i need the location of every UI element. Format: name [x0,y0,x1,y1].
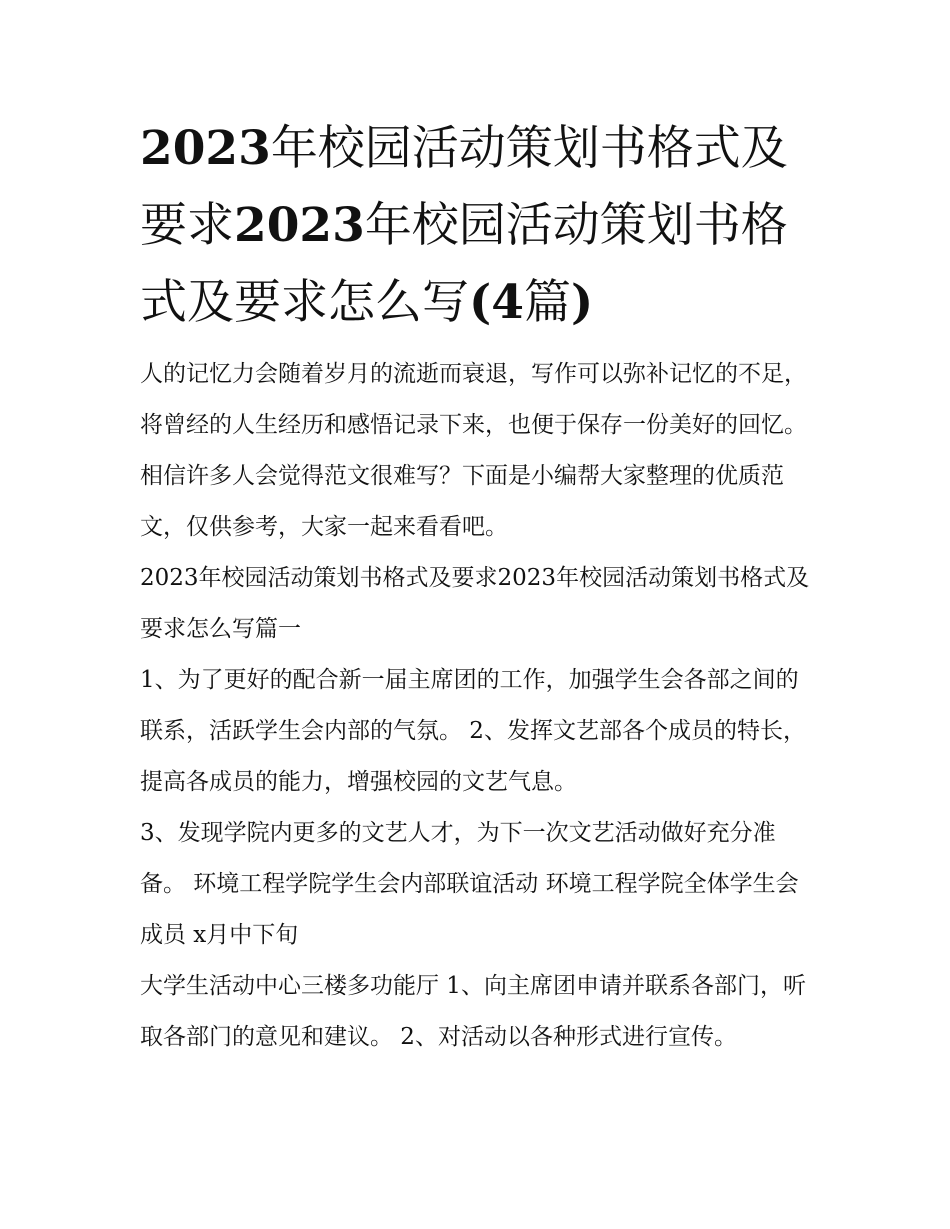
section-heading: 2023年校园活动策划书格式及要求2023年校园活动策划书格式及要求怎么写篇一 [140,565,810,642]
body-paragraph: 1、为了更好的配合新一届主席团的工作，加强学生会各部之间的联系，活跃学生会内部的气氛。 2、发挥文艺部各个成员的特长，提高各成员的能力，增强校园的文艺气息。 [140,667,806,795]
document-page [140,110,812,1063]
body-paragraph: 3、发现学院内更多的文艺人才，为下一次文艺活动做好充分准备。 环境工程学院学生会内部联谊活动 环境工程学院全体学生会成员 x月中下旬 [140,820,799,948]
intro-paragraph: 人的记忆力会随着岁月的流逝而衰退，写作可以弥补记忆的不足，将曾经的人生经历和感悟记录下来，也便于保存一份美好的回忆。相信许多人会觉得范文很难写？下面是小编帮大家整理的优质范文，仅供参考，大家一起来看看吧。 [140,361,807,540]
document-title: 2023年校园活动策划书格式及要求2023年校园活动策划书格式及要求怎么写(4篇) [140,121,788,330]
body-paragraph: 大学生活动中心三楼多功能厅 1、向主席团申请并联系各部门，听取各部门的意见和建议。 2、对活动以各种形式进行宣传。 [140,973,806,1050]
